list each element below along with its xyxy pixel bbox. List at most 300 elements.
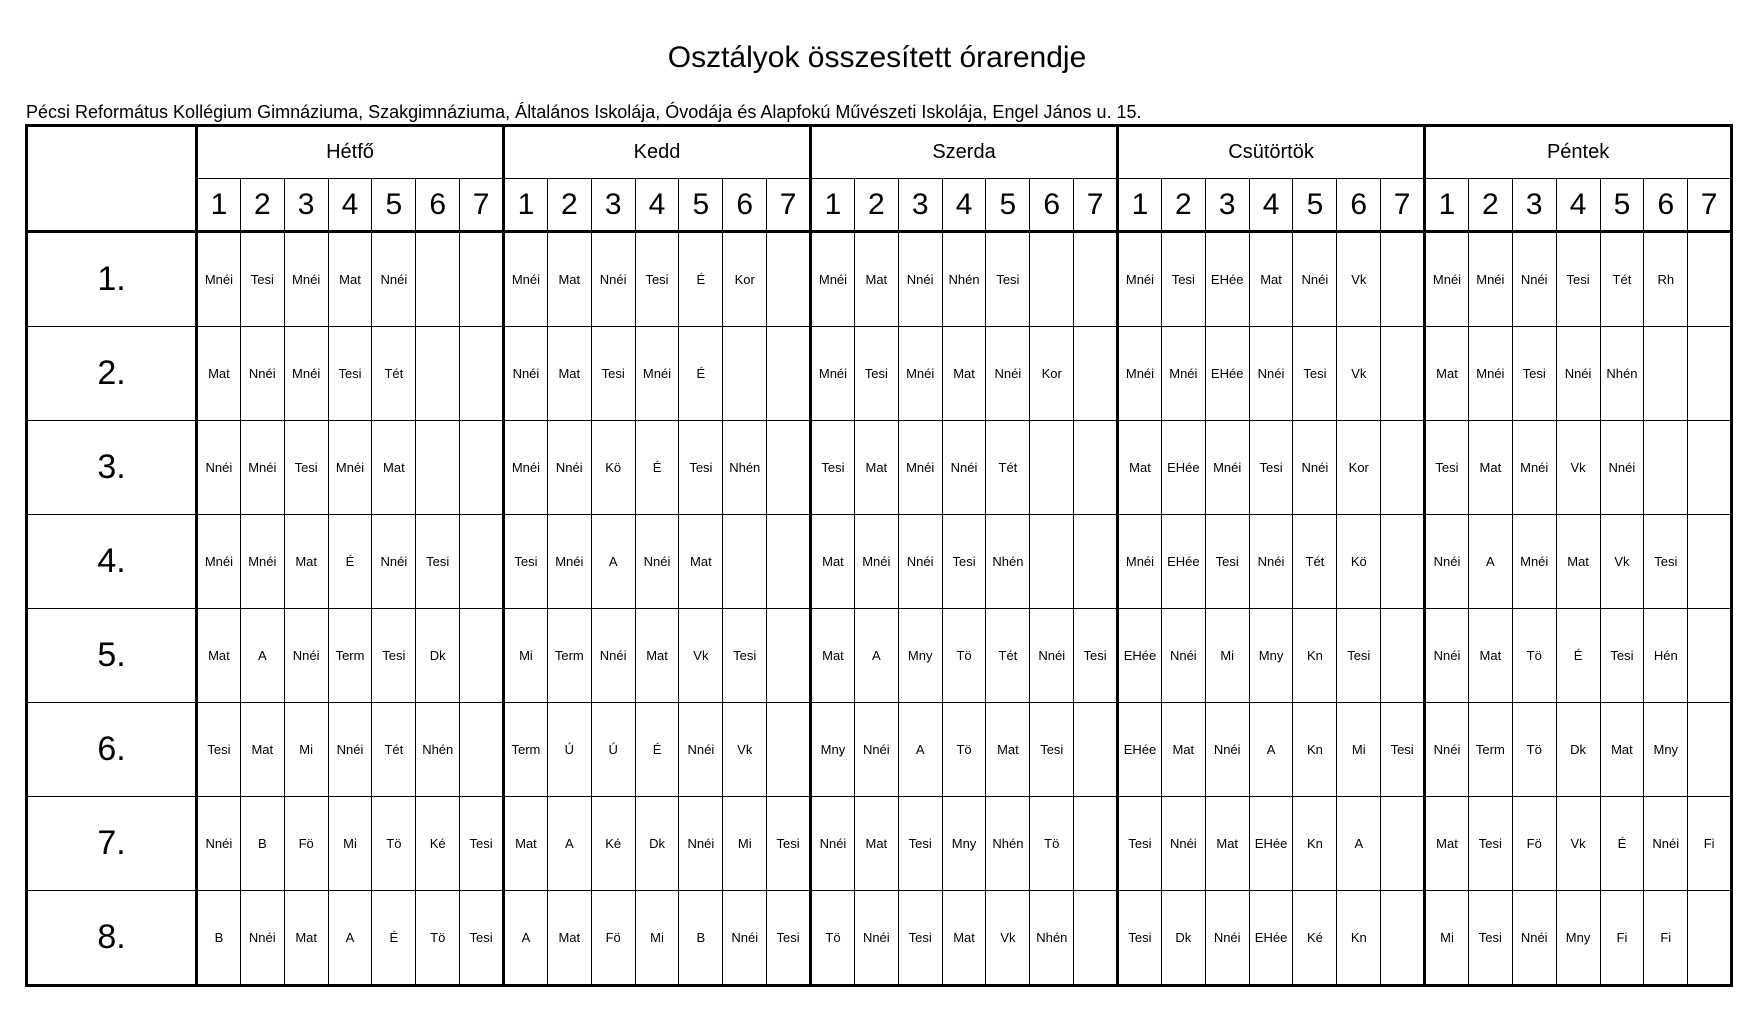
lesson-cell: Mi: [1205, 609, 1249, 703]
lesson-cell: Nnéi: [1425, 609, 1469, 703]
day-header: Kedd: [504, 126, 811, 179]
lesson-cell: Mnéi: [1161, 327, 1205, 421]
lesson-cell: [1688, 703, 1732, 797]
lesson-cell: A: [854, 609, 898, 703]
lesson-cell: Nnéi: [1556, 327, 1600, 421]
lesson-cell: Tesi: [898, 891, 942, 986]
lesson-cell: [1381, 797, 1425, 891]
lesson-cell: Ké: [1293, 891, 1337, 986]
lesson-cell: Nnéi: [372, 515, 416, 609]
lesson-cell: Nnéi: [1161, 797, 1205, 891]
lesson-cell: EHée: [1205, 327, 1249, 421]
lesson-cell: Ú: [591, 703, 635, 797]
lesson-cell: É: [679, 327, 723, 421]
period-number: 7: [767, 179, 811, 232]
lesson-cell: [460, 703, 504, 797]
lesson-cell: Mat: [1468, 609, 1512, 703]
lesson-cell: Tesi: [767, 891, 811, 986]
lesson-cell: Tesi: [460, 891, 504, 986]
lesson-cell: Mi: [723, 797, 767, 891]
lesson-cell: Mat: [284, 515, 328, 609]
lesson-cell: Vk: [1600, 515, 1644, 609]
lesson-cell: EHée: [1249, 891, 1293, 986]
lesson-cell: A: [328, 891, 372, 986]
lesson-cell: Mat: [942, 891, 986, 986]
lesson-cell: [767, 232, 811, 327]
lesson-cell: Mnéi: [898, 421, 942, 515]
lesson-cell: [1381, 327, 1425, 421]
period-number: 6: [723, 179, 767, 232]
period-number: 2: [1161, 179, 1205, 232]
lesson-cell: Mnéi: [1512, 515, 1556, 609]
lesson-cell: Tesi: [1030, 703, 1074, 797]
lesson-cell: [1688, 891, 1732, 986]
lesson-cell: Mnéi: [1468, 232, 1512, 327]
lesson-cell: Nnéi: [1161, 609, 1205, 703]
lesson-cell: A: [591, 515, 635, 609]
lesson-cell: É: [372, 891, 416, 986]
lesson-cell: Nnéi: [504, 327, 548, 421]
class-row: [27, 327, 1732, 421]
lesson-cell: Tesi: [328, 327, 372, 421]
lesson-cell: Mny: [1644, 703, 1688, 797]
lesson-cell: Tesi: [504, 515, 548, 609]
lesson-cell: Nhén: [416, 703, 460, 797]
lesson-cell: Mi: [1337, 703, 1381, 797]
lesson-cell: [460, 232, 504, 327]
lesson-cell: [1381, 515, 1425, 609]
lesson-cell: A: [898, 703, 942, 797]
lesson-cell: [416, 421, 460, 515]
lesson-cell: EHée: [1118, 703, 1162, 797]
lesson-cell: Vk: [1556, 421, 1600, 515]
lesson-cell: Mat: [1425, 797, 1469, 891]
lesson-cell: Tét: [986, 421, 1030, 515]
class-row: [27, 797, 1732, 891]
lesson-cell: Nhén: [942, 232, 986, 327]
lesson-cell: Mat: [1556, 515, 1600, 609]
lesson-cell: Mat: [1425, 327, 1469, 421]
lesson-cell: Rh: [1644, 232, 1688, 327]
lesson-cell: Mat: [284, 891, 328, 986]
class-label: 3.: [27, 421, 197, 515]
lesson-cell: Nnéi: [1249, 515, 1293, 609]
lesson-cell: A: [1468, 515, 1512, 609]
period-header-row: [27, 179, 1732, 232]
lesson-cell: Tö: [1030, 797, 1074, 891]
lesson-cell: Kn: [1293, 703, 1337, 797]
lesson-cell: Mi: [504, 609, 548, 703]
period-number: 2: [1468, 179, 1512, 232]
lesson-cell: Tét: [372, 703, 416, 797]
period-number: 1: [504, 179, 548, 232]
lesson-cell: Tesi: [372, 609, 416, 703]
lesson-cell: Nnéi: [1425, 515, 1469, 609]
lesson-cell: Vk: [1337, 327, 1381, 421]
lesson-cell: [1688, 232, 1732, 327]
lesson-cell: [1381, 421, 1425, 515]
lesson-cell: Tö: [372, 797, 416, 891]
lesson-cell: Mnéi: [197, 515, 241, 609]
lesson-cell: Tesi: [1161, 232, 1205, 327]
lesson-cell: Kor: [1337, 421, 1381, 515]
lesson-cell: Mnéi: [197, 232, 241, 327]
period-number: 4: [328, 179, 372, 232]
lesson-cell: É: [1600, 797, 1644, 891]
period-number: 5: [1600, 179, 1644, 232]
lesson-cell: Mnéi: [811, 327, 855, 421]
lesson-cell: Tesi: [854, 327, 898, 421]
lesson-cell: Nhén: [1600, 327, 1644, 421]
class-row: [27, 515, 1732, 609]
lesson-cell: [1074, 797, 1118, 891]
lesson-cell: Mat: [854, 797, 898, 891]
lesson-cell: Mnéi: [1118, 515, 1162, 609]
class-row: [27, 703, 1732, 797]
lesson-cell: Ké: [591, 797, 635, 891]
day-header: Szerda: [811, 126, 1118, 179]
lesson-cell: Kn: [1293, 797, 1337, 891]
period-number: 6: [1337, 179, 1381, 232]
lesson-cell: Nnéi: [723, 891, 767, 986]
lesson-cell: Tesi: [460, 797, 504, 891]
period-number: 3: [1205, 179, 1249, 232]
lesson-cell: Nnéi: [1205, 891, 1249, 986]
lesson-cell: Nnéi: [1205, 703, 1249, 797]
lesson-cell: Tesi: [1074, 609, 1118, 703]
period-number: 7: [1688, 179, 1732, 232]
period-number: 4: [1556, 179, 1600, 232]
lesson-cell: Tö: [942, 609, 986, 703]
lesson-cell: Vk: [1337, 232, 1381, 327]
lesson-cell: A: [547, 797, 591, 891]
class-label: 8.: [27, 891, 197, 986]
class-label: 2.: [27, 327, 197, 421]
lesson-cell: [1030, 515, 1074, 609]
lesson-cell: Term: [504, 703, 548, 797]
lesson-cell: Tö: [942, 703, 986, 797]
lesson-cell: Mat: [547, 891, 591, 986]
period-number: 7: [460, 179, 504, 232]
period-number: 7: [1381, 179, 1425, 232]
lesson-cell: Nnéi: [547, 421, 591, 515]
lesson-cell: [1074, 515, 1118, 609]
timetable: [25, 124, 1733, 987]
lesson-cell: Mat: [854, 232, 898, 327]
lesson-cell: Kö: [591, 421, 635, 515]
lesson-cell: Nhén: [986, 797, 1030, 891]
lesson-cell: Nnéi: [1293, 232, 1337, 327]
lesson-cell: Tét: [372, 327, 416, 421]
corner-cell: [27, 126, 197, 232]
lesson-cell: [460, 421, 504, 515]
timetable-body: [27, 232, 1732, 986]
lesson-cell: [767, 609, 811, 703]
period-number: 2: [240, 179, 284, 232]
lesson-cell: Mat: [547, 232, 591, 327]
lesson-cell: Mat: [1600, 703, 1644, 797]
lesson-cell: Mnéi: [854, 515, 898, 609]
period-number: 5: [986, 179, 1030, 232]
lesson-cell: É: [635, 703, 679, 797]
period-number: 4: [942, 179, 986, 232]
lesson-cell: Mat: [547, 327, 591, 421]
lesson-cell: Nnéi: [635, 515, 679, 609]
lesson-cell: [460, 609, 504, 703]
lesson-cell: Kö: [1337, 515, 1381, 609]
lesson-cell: Mnéi: [1118, 232, 1162, 327]
lesson-cell: Tesi: [811, 421, 855, 515]
lesson-cell: [1644, 421, 1688, 515]
lesson-cell: [1074, 891, 1118, 986]
lesson-cell: Tesi: [1644, 515, 1688, 609]
lesson-cell: [1688, 515, 1732, 609]
lesson-cell: Kn: [1337, 891, 1381, 986]
class-label: 4.: [27, 515, 197, 609]
lesson-cell: Tesi: [1118, 891, 1162, 986]
lesson-cell: Fö: [591, 891, 635, 986]
lesson-cell: Tesi: [635, 232, 679, 327]
day-header: Péntek: [1425, 126, 1732, 179]
lesson-cell: Tesi: [1425, 421, 1469, 515]
class-label: 6.: [27, 703, 197, 797]
lesson-cell: [767, 327, 811, 421]
lesson-cell: Fi: [1644, 891, 1688, 986]
lesson-cell: Mat: [504, 797, 548, 891]
lesson-cell: [416, 327, 460, 421]
period-number: 4: [1249, 179, 1293, 232]
lesson-cell: Tesi: [1118, 797, 1162, 891]
period-number: 1: [1118, 179, 1162, 232]
lesson-cell: Kor: [723, 232, 767, 327]
period-number: 4: [635, 179, 679, 232]
period-number: 5: [1293, 179, 1337, 232]
lesson-cell: Mat: [854, 421, 898, 515]
class-row: [27, 609, 1732, 703]
lesson-cell: Nnéi: [328, 703, 372, 797]
lesson-cell: B: [679, 891, 723, 986]
lesson-cell: EHée: [1249, 797, 1293, 891]
lesson-cell: [1381, 609, 1425, 703]
day-header: Csütörtök: [1118, 126, 1425, 179]
lesson-cell: Mny: [1556, 891, 1600, 986]
lesson-cell: A: [1249, 703, 1293, 797]
lesson-cell: Nnéi: [679, 703, 723, 797]
lesson-cell: Tesi: [1381, 703, 1425, 797]
class-label: 7.: [27, 797, 197, 891]
lesson-cell: Mi: [635, 891, 679, 986]
lesson-cell: É: [635, 421, 679, 515]
lesson-cell: Nnéi: [1512, 232, 1556, 327]
lesson-cell: Mat: [986, 703, 1030, 797]
lesson-cell: EHée: [1205, 232, 1249, 327]
lesson-cell: [1381, 891, 1425, 986]
lesson-cell: Tesi: [284, 421, 328, 515]
lesson-cell: A: [240, 609, 284, 703]
lesson-cell: Kor: [1030, 327, 1074, 421]
lesson-cell: Mnéi: [1118, 327, 1162, 421]
lesson-cell: Mny: [1249, 609, 1293, 703]
lesson-cell: Mat: [811, 515, 855, 609]
lesson-cell: Mny: [898, 609, 942, 703]
lesson-cell: [1030, 232, 1074, 327]
period-number: 2: [547, 179, 591, 232]
lesson-cell: Fö: [1512, 797, 1556, 891]
lesson-cell: Mnéi: [1512, 421, 1556, 515]
lesson-cell: [1688, 327, 1732, 421]
lesson-cell: Tö: [811, 891, 855, 986]
lesson-cell: Mi: [1425, 891, 1469, 986]
lesson-cell: Mnéi: [240, 421, 284, 515]
day-header-row: [27, 126, 1732, 179]
lesson-cell: Nhén: [986, 515, 1030, 609]
lesson-cell: [723, 327, 767, 421]
lesson-cell: Nnéi: [679, 797, 723, 891]
lesson-cell: Nnéi: [986, 327, 1030, 421]
lesson-cell: Mat: [1249, 232, 1293, 327]
lesson-cell: Term: [1468, 703, 1512, 797]
lesson-cell: Mnéi: [898, 327, 942, 421]
lesson-cell: [767, 703, 811, 797]
lesson-cell: Mat: [942, 327, 986, 421]
class-label: 5.: [27, 609, 197, 703]
lesson-cell: Nnéi: [898, 515, 942, 609]
period-number: 1: [197, 179, 241, 232]
lesson-cell: Nnéi: [854, 891, 898, 986]
period-number: 3: [284, 179, 328, 232]
lesson-cell: Fi: [1688, 797, 1732, 891]
lesson-cell: Mat: [679, 515, 723, 609]
lesson-cell: Term: [328, 609, 372, 703]
period-number: 6: [1030, 179, 1074, 232]
lesson-cell: [1074, 327, 1118, 421]
lesson-cell: [1688, 609, 1732, 703]
lesson-cell: [1074, 232, 1118, 327]
lesson-cell: Tesi: [1249, 421, 1293, 515]
lesson-cell: Tesi: [1556, 232, 1600, 327]
lesson-cell: Dk: [1556, 703, 1600, 797]
lesson-cell: Mnéi: [328, 421, 372, 515]
lesson-cell: Nnéi: [197, 797, 241, 891]
lesson-cell: Tesi: [1600, 609, 1644, 703]
lesson-cell: Mat: [328, 232, 372, 327]
lesson-cell: Mat: [635, 609, 679, 703]
lesson-cell: Nnéi: [898, 232, 942, 327]
lesson-cell: Tesi: [1512, 327, 1556, 421]
lesson-cell: Tö: [1512, 609, 1556, 703]
lesson-cell: [723, 515, 767, 609]
lesson-cell: [460, 515, 504, 609]
period-number: 5: [372, 179, 416, 232]
lesson-cell: Nnéi: [284, 609, 328, 703]
lesson-cell: Tesi: [197, 703, 241, 797]
lesson-cell: É: [328, 515, 372, 609]
period-number: 2: [854, 179, 898, 232]
school-name: Pécsi Református Kollégium Gimnáziuma, Szakgimnáziuma, Általános Iskolája, Óvodája és Alapfokú Művészeti Iskolája, Engel János u. 15.: [26, 102, 1142, 122]
lesson-cell: [1381, 232, 1425, 327]
lesson-cell: [1074, 421, 1118, 515]
page-title: Osztályok összesített órarendje: [667, 41, 1087, 74]
lesson-cell: A: [504, 891, 548, 986]
lesson-cell: Mny: [942, 797, 986, 891]
lesson-cell: Mat: [197, 327, 241, 421]
class-row: [27, 891, 1732, 986]
lesson-cell: B: [240, 797, 284, 891]
lesson-cell: [767, 421, 811, 515]
lesson-cell: Term: [547, 609, 591, 703]
lesson-cell: EHée: [1118, 609, 1162, 703]
lesson-cell: Nnéi: [240, 327, 284, 421]
lesson-cell: [1644, 327, 1688, 421]
lesson-cell: Tesi: [898, 797, 942, 891]
lesson-cell: Fi: [1600, 891, 1644, 986]
lesson-cell: Tesi: [767, 797, 811, 891]
lesson-cell: B: [197, 891, 241, 986]
lesson-cell: Mat: [1161, 703, 1205, 797]
lesson-cell: Mat: [240, 703, 284, 797]
lesson-cell: Tesi: [1337, 609, 1381, 703]
period-number: 7: [1074, 179, 1118, 232]
lesson-cell: Dk: [416, 609, 460, 703]
lesson-cell: Mnéi: [811, 232, 855, 327]
lesson-cell: Mnéi: [240, 515, 284, 609]
lesson-cell: Ú: [547, 703, 591, 797]
lesson-cell: [1688, 421, 1732, 515]
lesson-cell: Mat: [1118, 421, 1162, 515]
lesson-cell: [767, 515, 811, 609]
lesson-cell: Nnéi: [1293, 421, 1337, 515]
lesson-cell: A: [1337, 797, 1381, 891]
lesson-cell: Tesi: [723, 609, 767, 703]
lesson-cell: Nnéi: [1600, 421, 1644, 515]
lesson-cell: EHée: [1161, 515, 1205, 609]
lesson-cell: Mat: [197, 609, 241, 703]
lesson-cell: Mat: [372, 421, 416, 515]
lesson-cell: Fö: [284, 797, 328, 891]
lesson-cell: Mnéi: [1205, 421, 1249, 515]
lesson-cell: Hén: [1644, 609, 1688, 703]
lesson-cell: É: [679, 232, 723, 327]
period-number: 3: [1512, 179, 1556, 232]
lesson-cell: Kn: [1293, 609, 1337, 703]
lesson-cell: Nnéi: [811, 797, 855, 891]
lesson-cell: Mnéi: [504, 421, 548, 515]
lesson-cell: Tesi: [1293, 327, 1337, 421]
lesson-cell: Vk: [723, 703, 767, 797]
lesson-cell: Nnéi: [591, 609, 635, 703]
lesson-cell: Nnéi: [591, 232, 635, 327]
lesson-cell: Tesi: [416, 515, 460, 609]
period-number: 3: [898, 179, 942, 232]
lesson-cell: Tesi: [591, 327, 635, 421]
lesson-cell: Mnéi: [547, 515, 591, 609]
lesson-cell: Mny: [811, 703, 855, 797]
lesson-cell: [1030, 421, 1074, 515]
lesson-cell: Mi: [328, 797, 372, 891]
lesson-cell: Nhén: [1030, 891, 1074, 986]
lesson-cell: Nnéi: [1249, 327, 1293, 421]
lesson-cell: Nnéi: [372, 232, 416, 327]
lesson-cell: Nhén: [723, 421, 767, 515]
period-number: 6: [416, 179, 460, 232]
lesson-cell: Mnéi: [284, 232, 328, 327]
lesson-cell: Mnéi: [504, 232, 548, 327]
lesson-cell: Tét: [1600, 232, 1644, 327]
lesson-cell: Mat: [1468, 421, 1512, 515]
lesson-cell: Dk: [1161, 891, 1205, 986]
lesson-cell: Tesi: [1468, 797, 1512, 891]
class-label: 1.: [27, 232, 197, 327]
